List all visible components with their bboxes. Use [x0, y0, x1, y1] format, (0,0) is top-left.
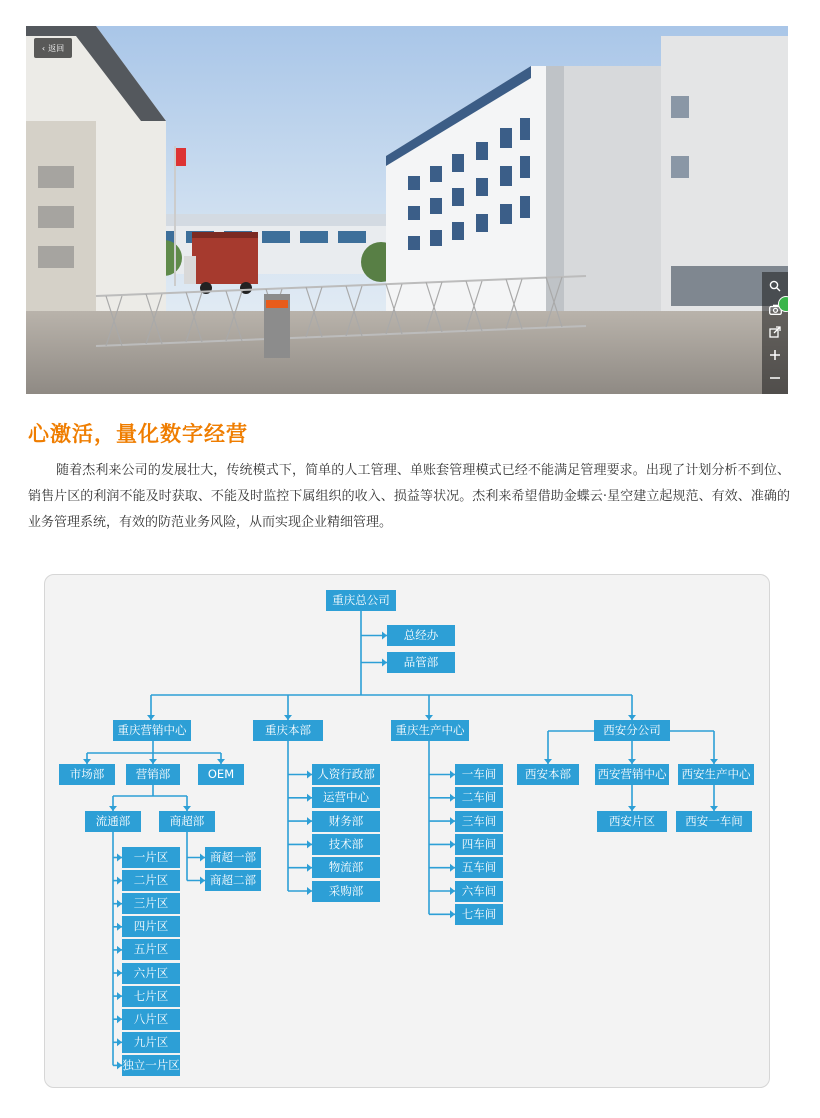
- org-node-region: 西安片区: [597, 811, 667, 832]
- org-node-department: 技术部: [312, 834, 380, 855]
- org-node-workshop: 七车间: [455, 904, 503, 925]
- org-node-department: 西安营销中心: [595, 764, 669, 785]
- org-node-department: 商超部: [159, 811, 215, 832]
- intro-paragraph: 随着杰利来公司的发展壮大，传统模式下，简单的人工管理、单账套管理模式已经不能满足管理要求。出现了计划分析不到位、销售片区的利润不能及时获取、不能及时监控下属组织的收入、损益等状况。杰利来希望借助金蝶云·星空建立起规范、有效、准确的业务管理系统，有效的防范业务风险，从而实现企业精细管理。: [28, 463, 790, 530]
- org-node-region: 商超一部: [205, 847, 261, 868]
- org-node-region: 三片区: [122, 893, 180, 914]
- org-node-workshop: 六车间: [455, 881, 503, 902]
- share-icon[interactable]: [764, 322, 786, 342]
- org-node-division: 重庆营销中心: [113, 720, 191, 741]
- org-node-department: 财务部: [312, 811, 380, 832]
- org-node-division: 重庆生产中心: [391, 720, 469, 741]
- org-node-region: 八片区: [122, 1009, 180, 1030]
- org-node-region: 独立一片区: [122, 1055, 180, 1076]
- viewer-toolbar: [762, 272, 788, 394]
- org-node-department: 采购部: [312, 881, 380, 902]
- org-node-division: 西安分公司: [594, 720, 670, 741]
- section-heading: 心激活，量化数字经营: [28, 422, 248, 446]
- org-node-division: 重庆本部: [253, 720, 323, 741]
- org-node-workshop: 四车间: [455, 834, 503, 855]
- org-node-staff: 总经办: [387, 625, 455, 646]
- org-node-region: 五片区: [122, 939, 180, 960]
- org-node-department: 市场部: [59, 764, 115, 785]
- org-node-root: 重庆总公司: [326, 590, 396, 611]
- plus-icon[interactable]: [764, 345, 786, 365]
- back-label: 返回: [48, 43, 65, 53]
- org-node-region: 一片区: [122, 847, 180, 868]
- org-node-staff: 品管部: [387, 652, 455, 673]
- org-node-region: 六片区: [122, 963, 180, 984]
- org-node-department: 营销部: [126, 764, 180, 785]
- search-icon[interactable]: [764, 276, 786, 296]
- status-dot-icon: [778, 296, 788, 312]
- org-node-department: 运营中心: [312, 787, 380, 808]
- chevron-left-icon: ‹: [41, 43, 46, 53]
- org-node-region: 九片区: [122, 1032, 180, 1053]
- org-node-department: 人资行政部: [312, 764, 380, 785]
- back-button[interactable]: [34, 38, 72, 58]
- org-node-region: 西安一车间: [676, 811, 752, 832]
- panorama-photo[interactable]: [26, 26, 788, 394]
- org-node-region: 七片区: [122, 986, 180, 1007]
- factory-gate-image: [26, 26, 788, 394]
- org-node-workshop: 五车间: [455, 857, 503, 878]
- org-node-workshop: 三车间: [455, 811, 503, 832]
- org-node-region: 四片区: [122, 916, 180, 937]
- org-chart: [44, 574, 770, 1088]
- org-node-region: 商超二部: [205, 870, 261, 891]
- org-node-department: 物流部: [312, 857, 380, 878]
- org-node-department: OEM: [198, 764, 244, 785]
- org-node-department: 西安生产中心: [678, 764, 754, 785]
- minus-icon[interactable]: [764, 368, 786, 388]
- org-node-department: 西安本部: [517, 764, 579, 785]
- org-node-region: 二片区: [122, 870, 180, 891]
- org-node-workshop: 二车间: [455, 787, 503, 808]
- org-node-department: 流通部: [85, 811, 141, 832]
- org-node-workshop: 一车间: [455, 764, 503, 785]
